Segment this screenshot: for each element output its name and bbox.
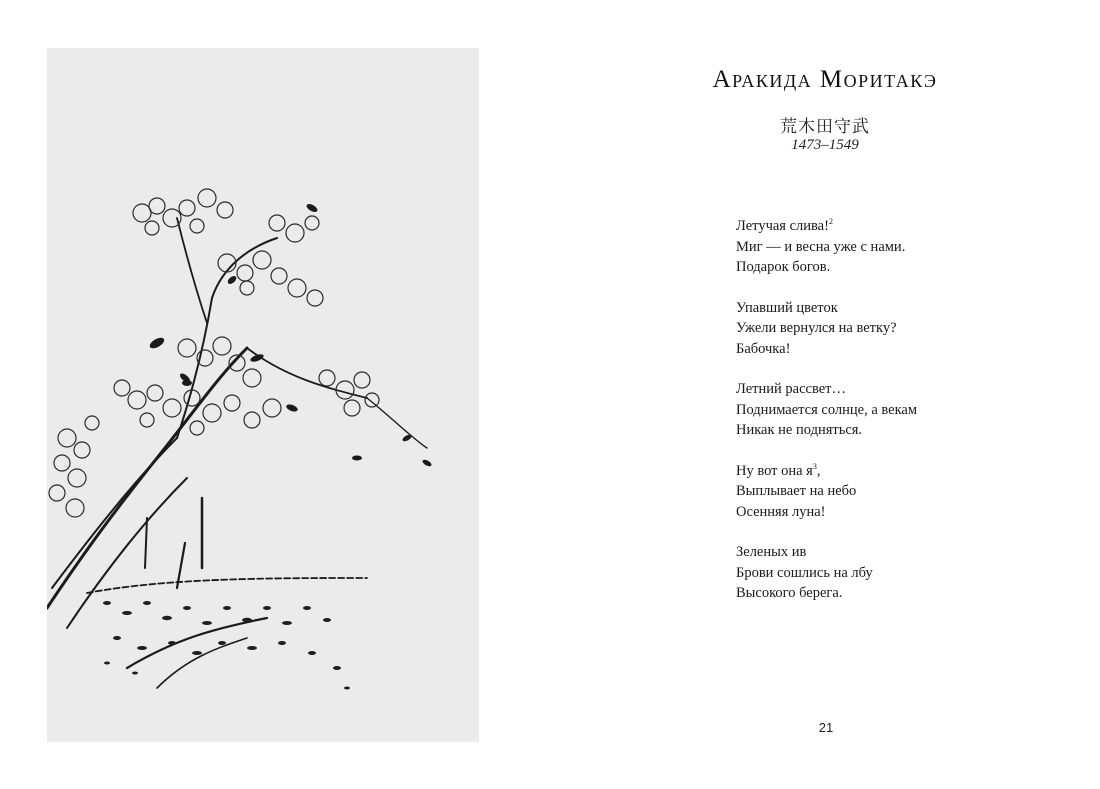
plum-blossom-illustration <box>47 48 479 742</box>
poem <box>736 216 1036 278</box>
author-name-japanese: 荒木田守武 <box>780 117 870 137</box>
poem <box>736 542 1036 604</box>
poem-line: Осенняя луна! <box>736 503 826 520</box>
footnote-marker[interactable]: 3 <box>812 461 817 471</box>
poem-line: Упавший цветок <box>736 299 838 316</box>
poem-line: Зеленых ив <box>736 544 807 560</box>
poem-line: Ну вот она $я^3$, <box>736 461 821 479</box>
footnote-marker[interactable]: 2 <box>828 217 833 226</box>
poem-list <box>736 216 1036 624</box>
page-title: Аракида Моритакэ <box>712 66 938 93</box>
poem-line: Подарок богов. <box>736 259 831 275</box>
poem-line: Никак не подняться. <box>736 422 863 438</box>
poem-line: Поднимается солнце, а векам <box>736 401 918 418</box>
author-life-dates: 1473–1549 <box>791 137 859 153</box>
poem-line: Ужели вернулся на ветку? <box>736 320 897 336</box>
poem-line: Летучая слива!$^2$ <box>736 217 833 234</box>
poem-line: Высокого берега. <box>736 585 843 601</box>
page-number: 21 <box>818 720 834 735</box>
poem-line: Выплывает на небо <box>736 483 857 499</box>
poem <box>736 461 1036 523</box>
poem-line: Брови сошлись на лбу <box>736 564 873 581</box>
poem-line: Летний рассвет… <box>736 381 847 397</box>
poem <box>736 298 1036 360</box>
poem-line: Миг — и весна уже с нами. <box>736 238 906 255</box>
flowering-plum-ink-painting-icon <box>47 48 479 742</box>
poem <box>736 379 1036 441</box>
poem-line: Бабочка! <box>736 340 791 357</box>
